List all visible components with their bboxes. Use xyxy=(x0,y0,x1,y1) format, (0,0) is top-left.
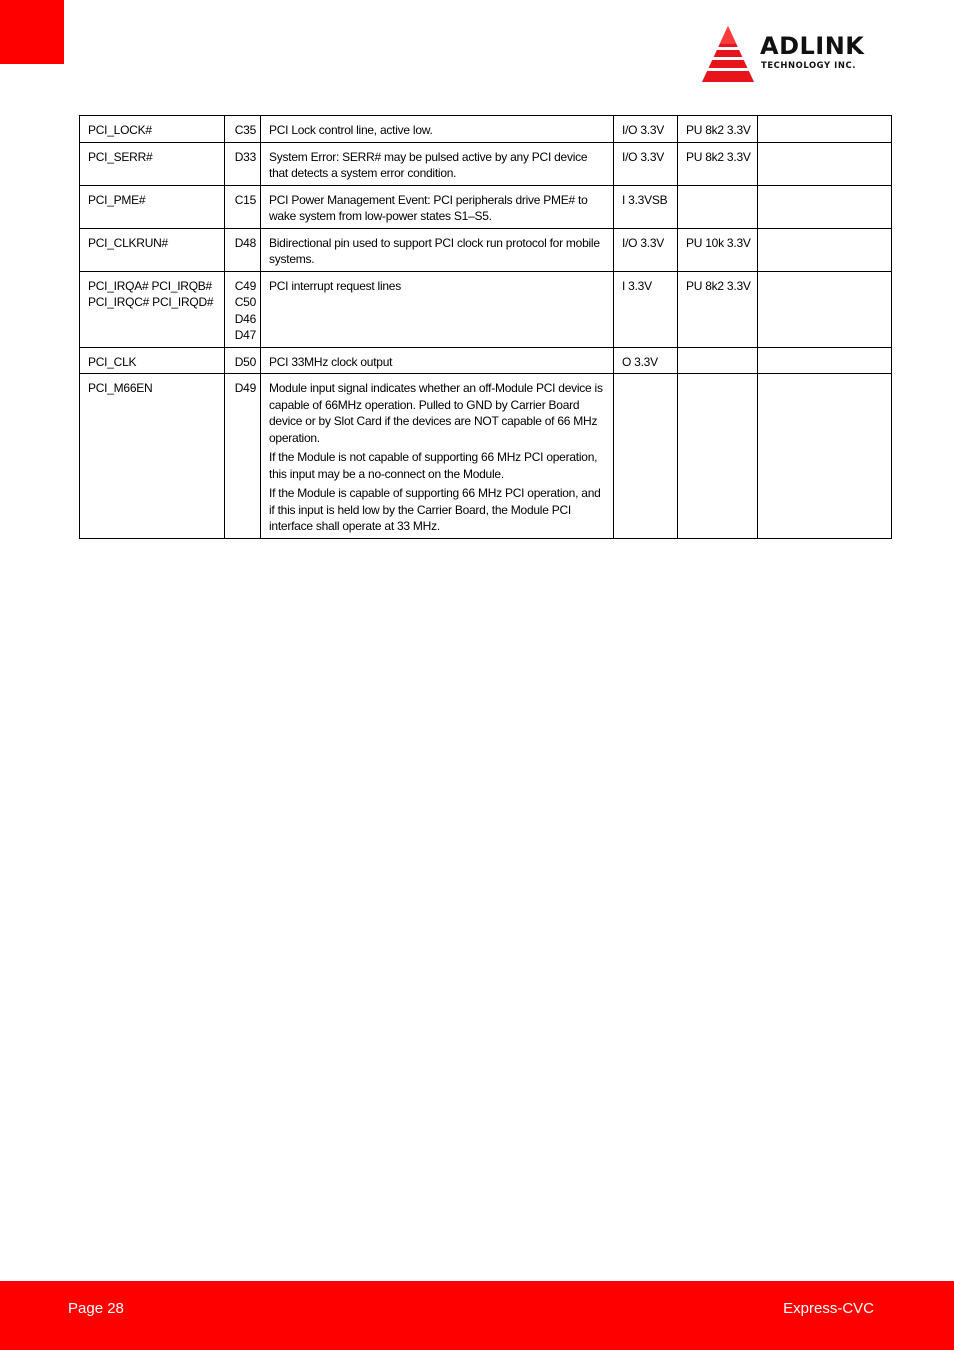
corner-accent-block xyxy=(0,0,64,64)
pin-number: D33 xyxy=(234,149,256,164)
adlink-logo xyxy=(700,24,890,86)
table-row xyxy=(80,374,892,539)
product-name: Express-CVC xyxy=(783,1300,874,1317)
signal-name-cell: PCI_CLK xyxy=(80,347,225,374)
pin-number-cell xyxy=(225,142,261,185)
pull-up-cell: PU 10k 3.3V xyxy=(678,228,758,271)
description-paragraph: PCI Lock control line, active low. xyxy=(269,123,433,137)
pull-up-cell xyxy=(678,347,758,374)
signal-name-cell: PCI_PME# xyxy=(80,185,225,228)
pin-number-cell xyxy=(225,374,261,539)
description-paragraph: Bidirectional pin used to support PCI clock run protocol for mobile systems. xyxy=(269,235,600,266)
io-type-cell: I/O 3.3V xyxy=(614,116,678,143)
comment-cell xyxy=(758,271,892,347)
io-type-cell: I 3.3V xyxy=(614,271,678,347)
description-paragraph: Module input signal indicates whether an off-Module PCI device is capable of 66MHz operation. Pulled to GND by Carrier Board device or by Slot Card if the devices are NOT capable of 66 MHz operation. xyxy=(269,381,603,445)
comment-cell xyxy=(758,374,892,539)
io-type-cell: I 3.3VSB xyxy=(614,185,678,228)
comment-cell xyxy=(758,116,892,143)
description-paragraph: If the Module is not capable of supporting 66 MHz PCI operation, this input may be a no-connect on the Module. xyxy=(269,450,598,481)
table-row xyxy=(80,228,892,271)
table-row xyxy=(80,271,892,347)
description-paragraph: If the Module is capable of supporting 66 MHz PCI operation, and if this input is held low by the Carrier Board, the Module PCI interface shall operate at 33 MHz. xyxy=(269,486,601,533)
comment-cell xyxy=(758,347,892,374)
pin-number: C49 xyxy=(234,278,256,293)
description-cell xyxy=(261,116,614,143)
logo-tagline: TECHNOLOGY INC. xyxy=(761,60,856,70)
description-cell xyxy=(261,142,614,185)
description-cell xyxy=(261,347,614,374)
pull-up-cell xyxy=(678,374,758,539)
pin-number-cell xyxy=(225,271,261,347)
pin-number: C15 xyxy=(234,192,256,207)
io-type-cell: I/O 3.3V xyxy=(614,142,678,185)
pci-signal-table xyxy=(79,115,892,539)
page-footer xyxy=(0,1281,954,1350)
signal-name-cell: PCI_CLKRUN# xyxy=(80,228,225,271)
pull-up-cell: PU 8k2 3.3V xyxy=(678,271,758,347)
table-row xyxy=(80,142,892,185)
comment-cell xyxy=(758,228,892,271)
pin-number: C35 xyxy=(234,123,256,137)
comment-cell xyxy=(758,185,892,228)
signal-name-cell: PCI_IRQA# PCI_IRQB# PCI_IRQC# PCI_IRQD# xyxy=(80,271,225,347)
pin-number: D48 xyxy=(234,235,256,250)
pin-number: D49 xyxy=(234,381,256,395)
table-row xyxy=(80,185,892,228)
pull-up-cell: PU 8k2 3.3V xyxy=(678,142,758,185)
io-type-cell: I/O 3.3V xyxy=(614,228,678,271)
description-cell xyxy=(261,228,614,271)
pin-number: C50 xyxy=(234,295,256,309)
signal-table-body xyxy=(80,116,892,539)
adlink-triangle-icon xyxy=(700,24,756,86)
signal-name-cell: PCI_M66EN xyxy=(80,374,225,539)
logo-brand-text: ADLINK xyxy=(760,32,865,60)
pin-number: D46 xyxy=(234,311,256,326)
description-paragraph: PCI 33MHz clock output xyxy=(269,354,393,369)
description-paragraph: System Error: SERR# may be pulsed active by any PCI device that detects a system error condition. xyxy=(269,149,588,180)
description-cell xyxy=(261,185,614,228)
page-number: Page 28 xyxy=(68,1300,124,1317)
pin-number-cell xyxy=(225,116,261,143)
signal-name-cell: PCI_SERR# xyxy=(80,142,225,185)
description-cell xyxy=(261,271,614,347)
description-paragraph: PCI interrupt request lines xyxy=(269,278,401,293)
pin-number: D50 xyxy=(234,354,256,369)
description-paragraph: PCI Power Management Event: PCI peripherals drive PME# to wake system from low-power states S1–S5. xyxy=(269,192,588,223)
pin-number: D47 xyxy=(234,328,256,342)
signal-name-cell: PCI_LOCK# xyxy=(80,116,225,143)
description-cell xyxy=(261,374,614,539)
pin-number-cell xyxy=(225,228,261,271)
pin-number-cell xyxy=(225,185,261,228)
pin-number-cell xyxy=(225,347,261,374)
table-row xyxy=(80,347,892,374)
io-type-cell: O 3.3V xyxy=(614,347,678,374)
pull-up-cell: PU 8k2 3.3V xyxy=(678,116,758,143)
io-type-cell xyxy=(614,374,678,539)
table-row xyxy=(80,116,892,143)
comment-cell xyxy=(758,142,892,185)
pull-up-cell xyxy=(678,185,758,228)
